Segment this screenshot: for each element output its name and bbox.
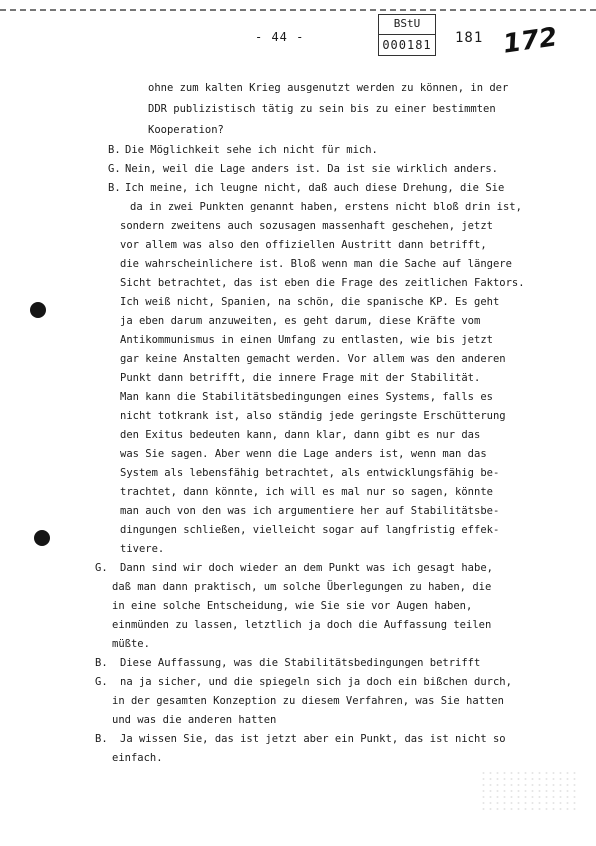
transcript-line: ja eben darum anzuweiten, es geht darum, diese Kräfte vom: [120, 315, 481, 327]
transcript-line: Nein, weil die Lage anders ist. Da ist sie wirklich anders.: [125, 163, 498, 175]
transcript-line: Sicht betrachtet, das ist eben die Frage des zeitlichen Faktors.: [120, 277, 525, 289]
archive-stamp-label: BStU: [393, 17, 421, 30]
speaker-label: G.: [95, 676, 108, 688]
speaker-label: G.: [108, 163, 121, 175]
transcript-line: einmünden zu lassen, letztlich ja doch die Auffassung teilen: [112, 619, 492, 631]
transcript-line: Man kann die Stabilitätsbedingungen eines Systems, falls es: [120, 391, 493, 403]
transcript-line: müßte.: [112, 638, 150, 650]
transcript-line: sondern zweitens auch sozusagen massenhaft geschehen, jetzt: [120, 220, 493, 232]
transcript-line: Ja wissen Sie, das ist jetzt aber ein Punkt, das ist nicht so: [120, 733, 506, 745]
speaker-label: B.: [95, 733, 108, 745]
transcript-line: Diese Auffassung, was die Stabilitätsbedingungen betrifft: [120, 657, 481, 669]
transcript-line: gar keine Anstalten gemacht werden. Vor allem was den anderen: [120, 353, 506, 365]
transcript-line: Ich meine, ich leugne nicht, daß auch diese Drehung, die Sie: [125, 182, 505, 194]
transcript-line: Die Möglichkeit sehe ich nicht für mich.: [125, 144, 378, 156]
transcript-line: ohne zum kalten Krieg ausgenutzt werden zu können, in der: [148, 82, 509, 94]
transcript-line: daß man dann praktisch, um solche Überlegungen zu haben, die: [112, 581, 492, 593]
transcript-line: Antikommunismus in einen Umfang zu entlasten, wie bis jetzt: [120, 334, 493, 346]
folio-number-handwritten: 172: [501, 22, 560, 60]
transcript-line: und was die anderen hatten: [112, 714, 277, 726]
page-top-edge-rule: [0, 9, 596, 11]
transcript-line: nicht totkrank ist, also ständig jede geringste Erschütterung: [120, 410, 506, 422]
transcript-line: System als lebensfähig betrachtet, als entwicklungsfähig be-: [120, 467, 500, 479]
scan-noise: [480, 770, 580, 810]
transcript-line: DDR publizistisch tätig zu sein bis zu einer bestimmten: [148, 103, 496, 115]
speaker-label: B.: [108, 144, 121, 156]
transcript-line: in eine solche Entscheidung, wie Sie sie vor Augen haben,: [112, 600, 473, 612]
archive-stamp-number: 000181: [379, 34, 435, 52]
folio-number-printed: 181: [455, 30, 484, 46]
speaker-label: G.: [95, 562, 108, 574]
transcript-line: trachtet, dann könnte, ich will es mal nur so sagen, könnte: [120, 486, 493, 498]
transcript-line: Ich weiß nicht, Spanien, na schön, die spanische KP. Es geht: [120, 296, 500, 308]
punch-hole-top: [30, 302, 46, 318]
transcript-line: Kooperation?: [148, 124, 224, 136]
transcript-line: na ja sicher, und die spiegeln sich ja doch ein bißchen durch,: [120, 676, 512, 688]
transcript-line: da in zwei Punkten genannt haben, erstens nicht bloß drin ist,: [130, 201, 522, 213]
punch-hole-bottom: [34, 530, 50, 546]
transcript-line: tivere.: [120, 543, 165, 555]
speaker-label: B.: [95, 657, 108, 669]
transcript-line: dingungen schließen, vielleicht sogar auf langfristig effek-: [120, 524, 500, 536]
transcript-line: was Sie sagen. Aber wenn die Lage anders ist, wenn man das: [120, 448, 487, 460]
speaker-label: B.: [108, 182, 121, 194]
transcript-line: man auch von den was ich argumentiere her auf Stabilitätsbe-: [120, 505, 500, 517]
page-number: - 44 -: [255, 30, 305, 44]
transcript-line: vor allem was also den offiziellen Austritt dann betrifft,: [120, 239, 487, 251]
transcript-line: den Exitus bedeuten kann, dann klar, dann gibt es nur das: [120, 429, 481, 441]
transcript-line: in der gesamten Konzeption zu diesem Verfahren, was Sie hatten: [112, 695, 504, 707]
transcript-line: einfach.: [112, 752, 163, 764]
transcript-line: die wahrscheinlichere ist. Bloß wenn man die Sache auf längere: [120, 258, 512, 270]
transcript-line: Dann sind wir doch wieder an dem Punkt was ich gesagt habe,: [120, 562, 493, 574]
transcript-line: Punkt dann betrifft, die innere Frage mit der Stabilität.: [120, 372, 481, 384]
archive-stamp: [378, 14, 436, 56]
